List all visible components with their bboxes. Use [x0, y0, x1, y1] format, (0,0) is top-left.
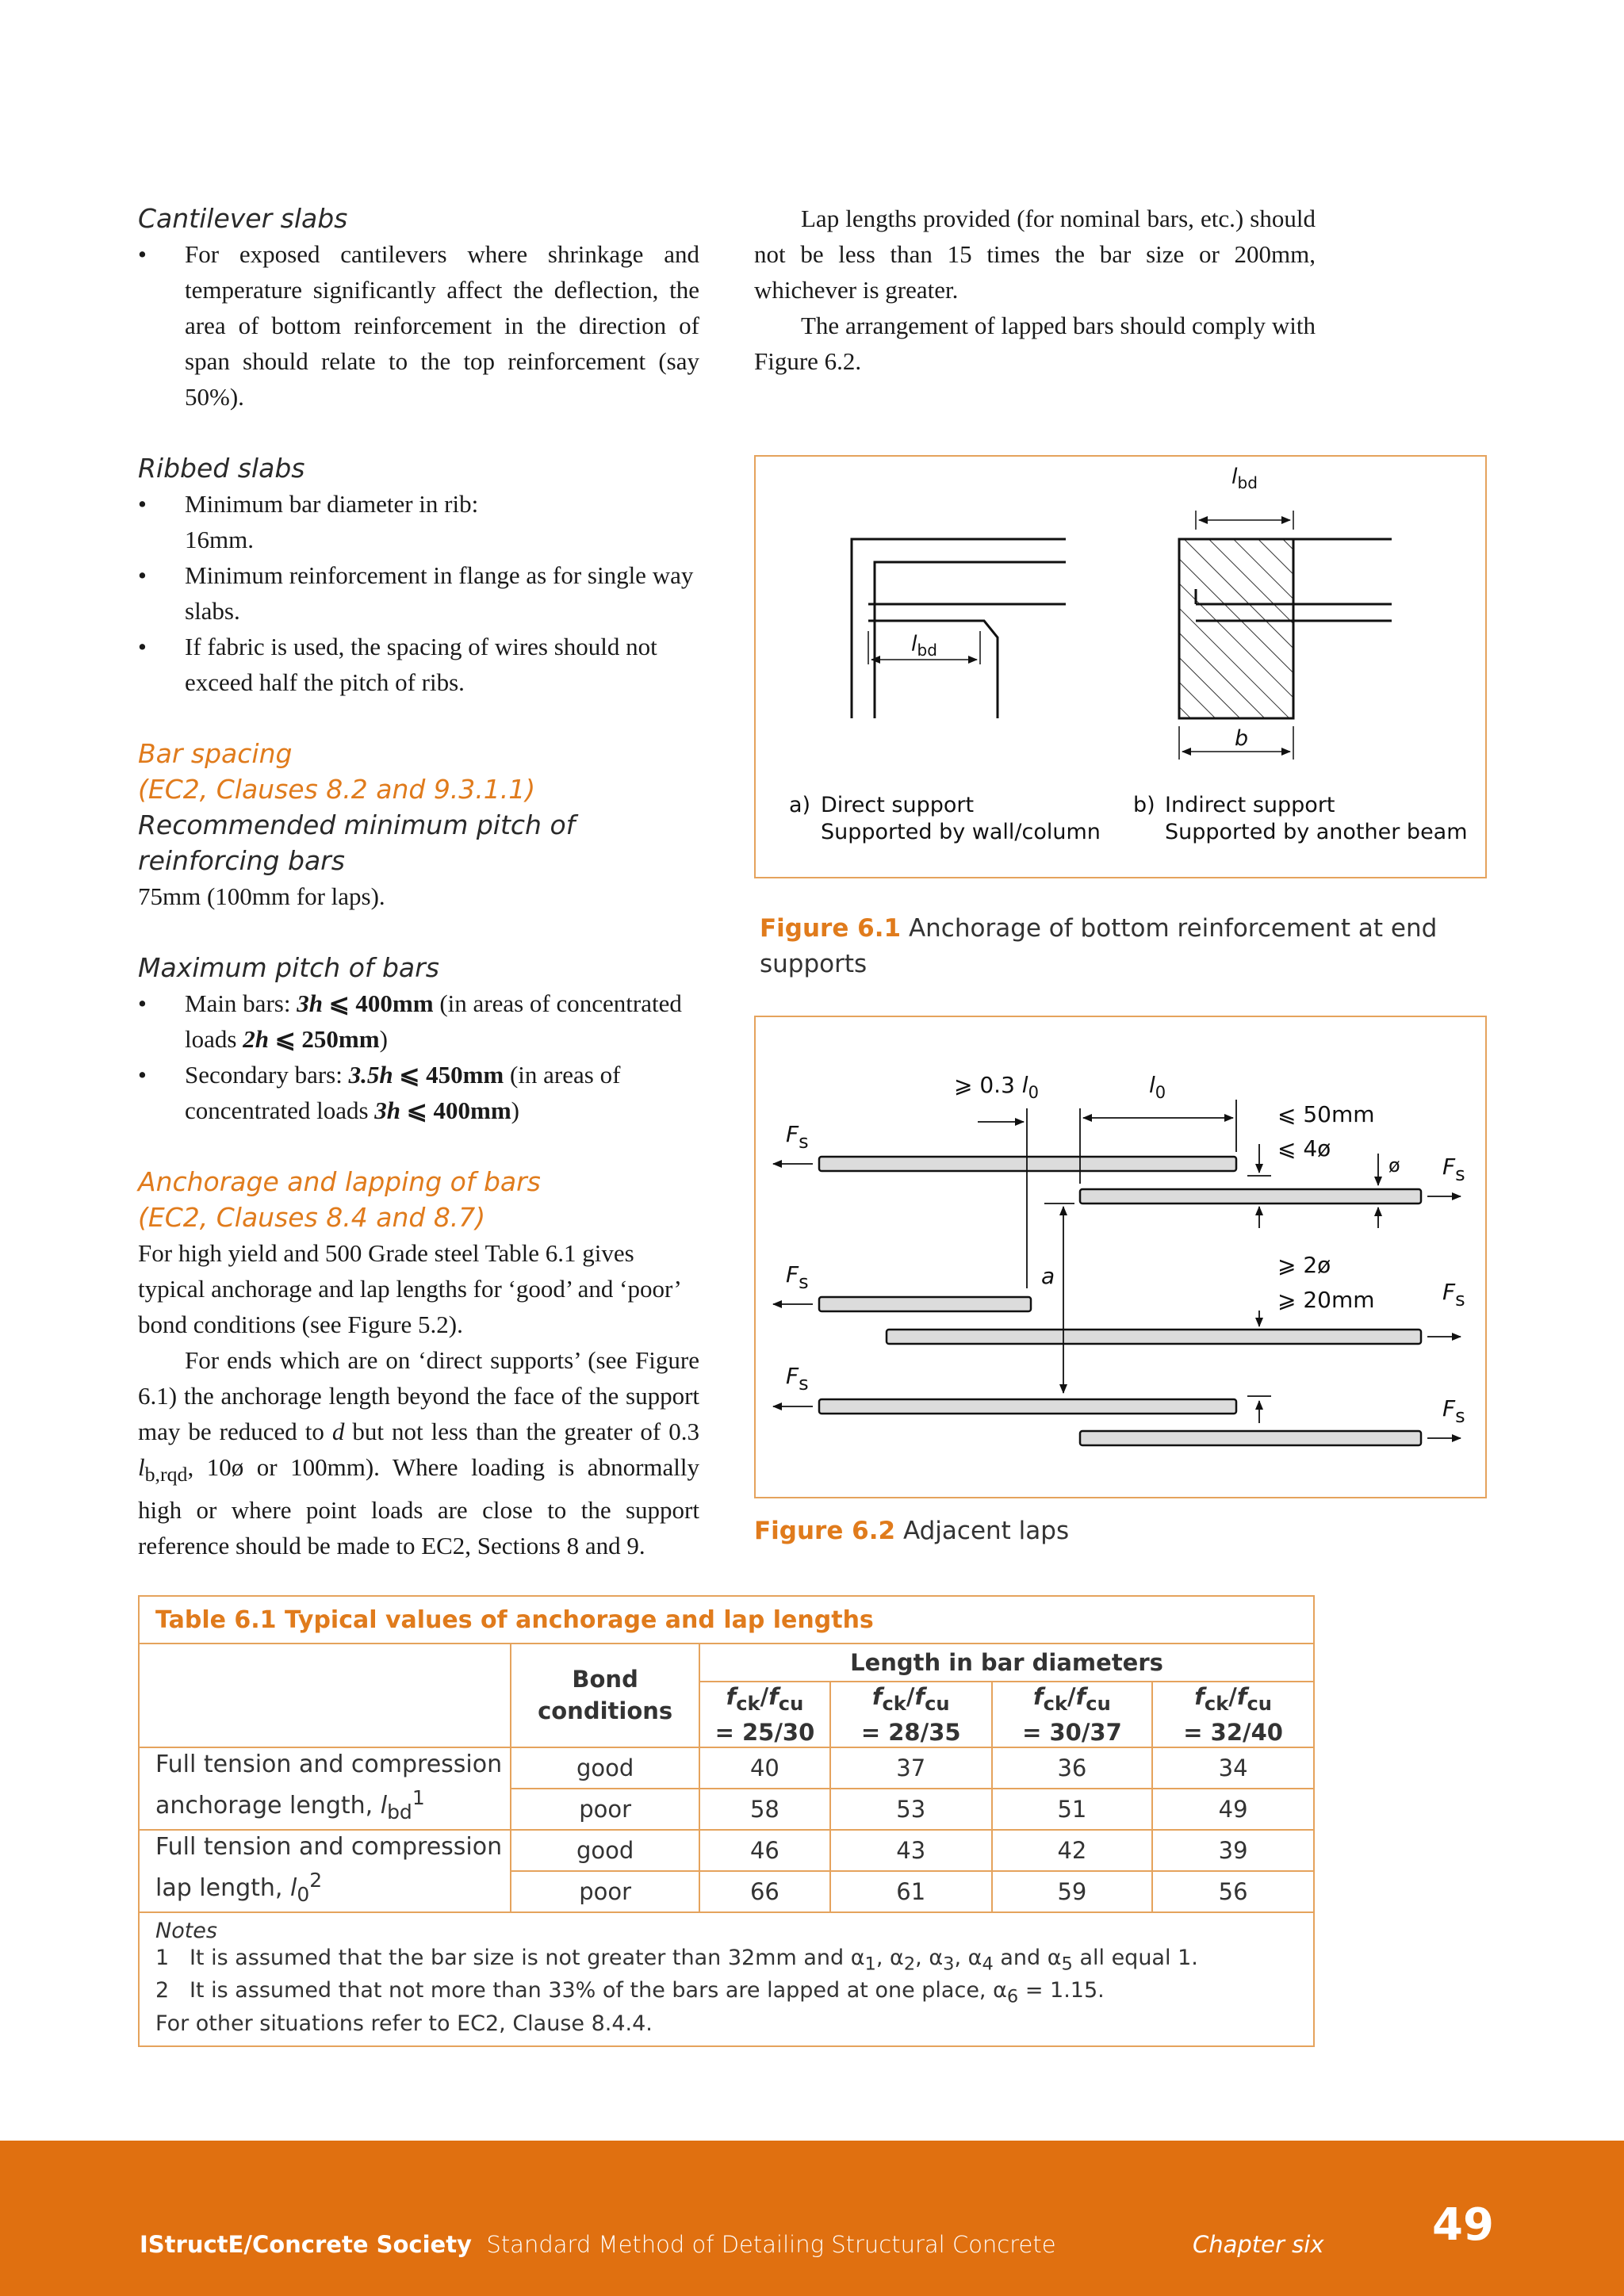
table-cell: 36 [992, 1747, 1153, 1789]
table-cell: 42 [992, 1830, 1153, 1871]
secondary-bars-h: 3.5h [348, 1061, 393, 1089]
ribbed-bullet-3: If fabric is used, the spacing of wires should not exceed half the pitch of ribs. [185, 633, 657, 696]
bond-cell: poor [511, 1789, 699, 1830]
fs-label: Fs [1442, 1395, 1465, 1427]
lbd-label-b: $l_{bd}$ [1231, 465, 1258, 492]
b-dimension-label: b [1235, 726, 1249, 751]
bond-cell: good [511, 1830, 699, 1871]
table-cell: 40 [699, 1747, 830, 1789]
indirect-support-tag: b) [1133, 793, 1155, 817]
grade-header: $f_{ck}/f_{cu}$ = 32/40 [1152, 1682, 1314, 1747]
ribbed-heading: Ribbed slabs [138, 453, 305, 484]
p2-part-b: but not less than the greater of 0.3 [344, 1418, 699, 1445]
table-cell: 53 [830, 1789, 992, 1830]
secondary-bars-limit: ⩽ 450mm [393, 1061, 504, 1089]
table-cell: 46 [699, 1830, 830, 1871]
direct-support-line1: Direct support [821, 793, 975, 817]
note-2-number: 2 [155, 1978, 170, 2003]
bond-cell: poor [511, 1871, 699, 1912]
list-item: • For exposed cantilevers where shrinkage and temperature significantly affect the deflection, the area of bottom reinforcement in the direction of span should relate to the top reinforcement (say 50%). [138, 240, 699, 411]
max-4o-label: ⩽ 4ø [1277, 1135, 1331, 1161]
table-cell: 43 [830, 1830, 992, 1871]
lbd-label-a: $l_{bd}$ [911, 632, 937, 660]
table-cell: 56 [1152, 1871, 1314, 1912]
min-03-l0-label: ⩾ 0.3 $l_0$ [954, 1072, 1039, 1102]
figure-6-2-diagram [756, 1017, 1485, 1497]
note-1-number: 1 [155, 1945, 170, 1970]
lap-length-paragraph: Lap lengths provided (for nominal bars, etc.) should not be less than 15 times the bar size or 200mm, whichever is greater. [754, 205, 1316, 304]
lap-length-label: Full tension and compression lap length, $l_0^2$ [139, 1830, 511, 1912]
grade-header: $f_{ck}/f_{cu}$ = 28/35 [830, 1682, 992, 1747]
p2-l: l [138, 1453, 145, 1481]
bar-spacing-text: 75mm (100mm for laps). [138, 882, 385, 910]
fs-label: Fs [1442, 1279, 1465, 1311]
table-cell: 39 [1152, 1830, 1314, 1871]
grade-header: $f_{ck}/f_{cu}$ = 30/37 [992, 1682, 1153, 1747]
footer-chapter: Chapter six [1193, 2231, 1324, 2258]
list-item: • Minimum bar diameter in rib: 16mm. [138, 490, 479, 553]
dimension-lines [773, 1100, 1461, 1438]
table-cell: 37 [830, 1747, 992, 1789]
fs-label: Fs [786, 1121, 809, 1153]
main-bars-label: Main bars: [185, 989, 297, 1017]
bond-header-line1: Bond [572, 1666, 638, 1693]
figure-6-1-caption-text: Anchorage of bottom reinforcement at end supports [760, 914, 1438, 978]
empty-header-cell [139, 1644, 511, 1747]
notes-heading: Notes [155, 1918, 217, 1943]
note-3: For other situations refer to EC2, Clause 8.4.4. [155, 2011, 653, 2036]
indirect-support-drawing [1179, 511, 1392, 760]
indirect-support-line1: Indirect support [1165, 793, 1335, 817]
min-2o-label: ⩾ 2ø [1277, 1252, 1331, 1278]
table-title: Table 6.1 Typical values of anchorage and lap lengths [139, 1596, 1314, 1644]
table-cell: 59 [992, 1871, 1153, 1912]
l0-label: $l_0$ [1149, 1072, 1166, 1102]
anchorage-clause: (EC2, Clauses 8.4 and 8.7) [138, 1202, 486, 1233]
table-cell: 51 [992, 1789, 1153, 1830]
secondary-bars-label: Secondary bars: [185, 1061, 349, 1089]
table-cell: 34 [1152, 1747, 1314, 1789]
table-cell: 58 [699, 1789, 830, 1830]
max-pitch-heading: Maximum pitch of bars [138, 952, 439, 983]
list-item: • Minimum reinforcement in flange as for single way slabs. [138, 561, 694, 625]
min-20mm-label: ⩾ 20mm [1277, 1287, 1375, 1313]
table-notes: Notes 1 It is assumed that the bar size is not greater than 32mm and $\alpha_1$, $\alpha_2$, $\alpha_3$, $\alpha_4$ and $\alpha_5$ all equal 1. 2 It is assumed that not more than 33% of the bars are lapped at one place, $\alpha_6 = 1.15$. For other situations refer to EC2, Clause 8.4.4. [139, 1912, 1314, 2046]
main-bars-limit2: ⩽ 250mm [268, 1025, 380, 1053]
fs-label: Fs [1442, 1154, 1465, 1185]
table-cell: 61 [830, 1871, 992, 1912]
page-footer [0, 2141, 1624, 2296]
direct-support-line2: Supported by wall/column [821, 820, 1101, 844]
table-cell: 49 [1152, 1789, 1314, 1830]
indirect-support-line2: Supported by another beam [1165, 820, 1468, 844]
page-number: 49 [1432, 2199, 1494, 2251]
main-bars-h: 3h [297, 989, 323, 1017]
note-1: It is assumed that the bar size is not greater than 32mm and α [189, 1945, 865, 1970]
anchorage-length-label: Full tension and compression anchorage length, $l_{bd}^1$ [139, 1747, 511, 1830]
p2-sub: b,rqd [144, 1463, 188, 1487]
list-item: • If fabric is used, the spacing of wires should not exceed half the pitch of ribs. [138, 633, 657, 696]
bar-spacing-subheading: Recommended minimum pitch of reinforcing bars [138, 809, 576, 876]
ribbed-bullet-2: Minimum reinforcement in flange as for single way slabs. [185, 561, 694, 625]
length-header: Length in bar diameters [699, 1644, 1314, 1682]
list-item: • Secondary bars: 3.5h ⩽ 450mm (in areas of concentrated loads 3h ⩽ 400mm) [138, 1061, 621, 1124]
bar-spacing-clause: (EC2, Clauses 8.2 and 9.3.1.1) [138, 774, 536, 805]
anchorage-paragraph-1: For high yield and 500 Grade steel Table 6.1 gives typical anchorage and lap lengths for ‘good’ and ‘poor’ bond conditions (see Figure 5.2). [138, 1239, 680, 1338]
ribbed-bullet-1-value: 16mm. [185, 526, 254, 553]
grade-header: $f_{ck}/f_{cu}$ = 25/30 [699, 1682, 830, 1747]
paren: ) [379, 1025, 388, 1053]
note-2: It is assumed that not more than 33% of the bars are lapped at one place, α [189, 1978, 1007, 2003]
p2-d: d [331, 1418, 345, 1445]
figure-6-2-caption-text: Adjacent laps [902, 1517, 1070, 1545]
cantilever-heading: Cantilever slabs [138, 203, 348, 234]
table-6-1 [138, 1595, 1315, 2047]
figure-6-2-label: Figure 6.2 [754, 1517, 896, 1545]
p2-part-a: For ends which are on ‘direct supports’ (see Figure 6.1) the anchorage length beyond the face of the support may be reduced to [138, 1346, 699, 1445]
anchorage-paragraph-2 [138, 1342, 699, 1563]
fs-label: Fs [786, 1261, 809, 1293]
bond-cell: good [511, 1747, 699, 1789]
figure-6-1-label: Figure 6.1 [760, 914, 902, 943]
bond-header-line2: conditions [538, 1697, 673, 1725]
secondary-bars-h2: 3h [374, 1096, 401, 1124]
figure-6-2-caption [754, 1513, 1069, 1549]
a-label: a [1041, 1263, 1055, 1289]
p2-part-c: , 10ø or 100mm). Where loading is abnormally high or where point loads are close to the support reference should be made to EC2, Sections 8 and 9. [138, 1453, 699, 1560]
max-50mm-label: ⩽ 50mm [1277, 1101, 1375, 1127]
fs-label: Fs [786, 1363, 809, 1395]
main-bars-limit: ⩽ 400mm [322, 989, 434, 1017]
table-row [139, 1747, 1314, 1789]
bar-diameter-label: ø [1388, 1154, 1400, 1177]
bond-conditions-header [511, 1644, 699, 1747]
figure-6-1 [754, 455, 1487, 878]
cantilever-bullet: For exposed cantilevers where shrinkage and temperature significantly affect the deflection, the area of bottom reinforcement in the direction of span should relate to the top reinforcement (say 50%). [185, 240, 699, 411]
table-row [139, 1830, 1314, 1871]
figure-6-1-caption [760, 911, 1473, 982]
ribbed-bullet-1: Minimum bar diameter in rib: [185, 490, 479, 518]
footer-title: Standard Method of Detailing Structural Concrete [486, 2231, 1056, 2258]
paren: ) [511, 1096, 519, 1124]
secondary-bars-text: (in areas of concentrated loads [185, 1061, 621, 1124]
main-bars-h2: 2h [243, 1025, 269, 1053]
arrangement-paragraph: The arrangement of lapped bars should comply with Figure 6.2. [754, 312, 1316, 375]
figure-6-1-diagram [756, 457, 1485, 877]
figure-6-2 [754, 1016, 1487, 1498]
left-column [138, 201, 699, 1563]
list-item: • Main bars: 3h ⩽ 400mm (in areas of concentrated loads 2h ⩽ 250mm) [138, 989, 682, 1053]
right-column [754, 201, 1316, 379]
direct-support-tag: a) [789, 793, 811, 817]
secondary-bars-limit2: ⩽ 400mm [400, 1096, 511, 1124]
main-bars-text: (in areas of concentrated loads [185, 989, 682, 1053]
bar-spacing-heading: Bar spacing [138, 738, 293, 769]
direct-support-drawing [852, 539, 1066, 718]
table-cell: 66 [699, 1871, 830, 1912]
anchorage-heading: Anchorage and lapping of bars [138, 1166, 541, 1197]
footer-org: IStructE/Concrete Society [140, 2231, 472, 2258]
